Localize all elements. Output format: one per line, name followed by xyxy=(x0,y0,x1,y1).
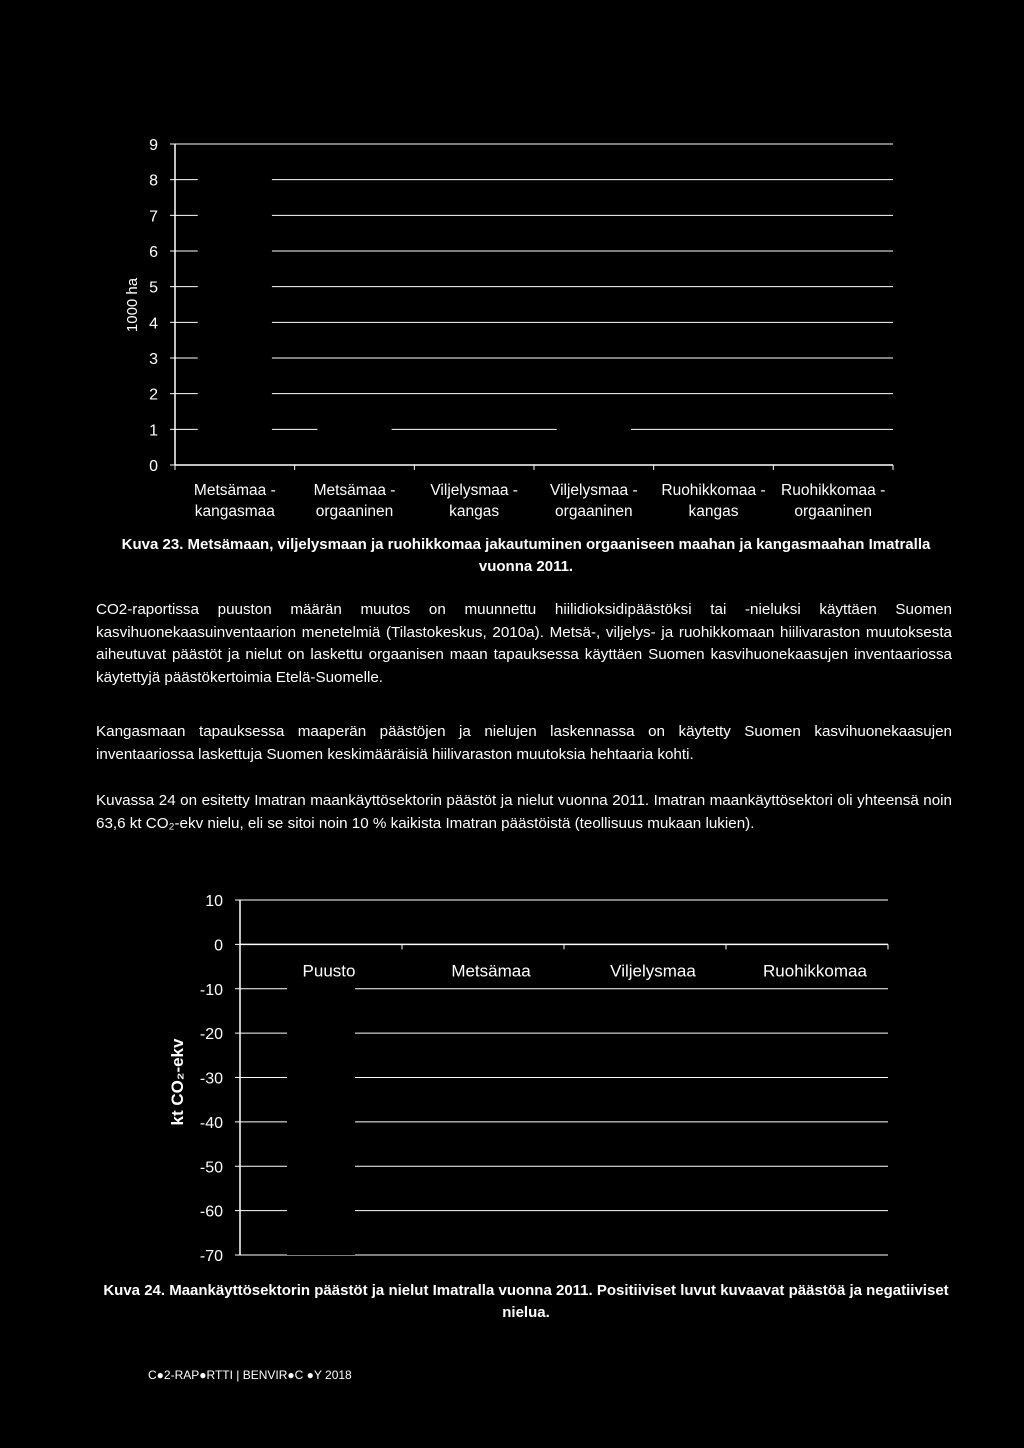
emissions-chart xyxy=(0,880,1024,1275)
x-tick-label: Ruohikkomaa xyxy=(763,961,867,981)
y-tick-label: 1 xyxy=(149,422,158,440)
figure-23-caption: Kuva 23. Metsämaan, viljelysmaan ja ruohikkomaa jakautuminen orgaaniseen maahan ja kangasmaahan Imatralla vuonna 2011. xyxy=(121,536,931,575)
x-tick-label: Metsämaa -orgaaninen xyxy=(313,482,396,520)
y-tick-label: -70 xyxy=(199,1248,223,1265)
y-tick-label: 4 xyxy=(149,315,158,333)
bar xyxy=(437,460,511,465)
paragraph-2: Kangasmaan tapauksessa maaperän päästöjen ja nielujen laskennassa on käytetty Suomen kasvihuonekaasujen inventaariossa laskettuja Suomen keskimääräisiä hiilivaraston muutoksia hehtaaria kohti. xyxy=(96,723,952,763)
y-tick-label: 3 xyxy=(149,351,158,368)
paragraph-1: CO2-raportissa puuston määrän muutos on muunnettu hiilidioksidipäästöksi tai -nieluksi käyttäen Suomen kasvihuonekaasuinventaarion menetelmiä (Tilastokeskus, 2010a). Metsä-, viljelys- ja ruohikkomaan hiilivaraston muutoksesta aiheutuvat päästöt ja nielut on laskettu orgaanisen maan tapauksessa käyttäen Suomen kasvihuonekaasujen inventaariossa käytettyjä päästökertoimia Etelä-Suomelle. xyxy=(96,601,952,686)
x-tick-label: Viljelysmaa -kangas xyxy=(430,482,518,520)
y-tick-label: 7 xyxy=(149,208,158,226)
figure-24-caption: Kuva 24. Maankäyttösektorin päästöt ja nielut Imatralla vuonna 2011. Positiiviset luvut kuvaavat päästöä ja negatiiviset nielua. xyxy=(103,1282,949,1321)
y-tick-label: 5 xyxy=(149,279,158,297)
y-tick-label: 0 xyxy=(149,458,158,475)
bar xyxy=(198,173,272,465)
bar xyxy=(317,426,391,465)
x-tick-label: Viljelysmaa xyxy=(610,961,696,981)
paragraph-3: Kuvassa 24 on esitetty Imatran maankäyttösektorin päästöt ja nielut vuonna 2011. Imatran maankäyttösektori oli yhteensä noin 63,6 kt CO₂-ekv nielu, eli se sitoi noin 10 % kaikista Imatran päästöistä (teollisuus mukaan lukien). xyxy=(96,792,952,832)
bar xyxy=(449,936,517,945)
y-axis-label: 1000 ha xyxy=(124,277,141,333)
bar xyxy=(611,936,679,945)
y-tick-label: 6 xyxy=(149,244,158,261)
y-tick-label: 0 xyxy=(214,937,223,955)
land-area-chart xyxy=(0,0,1024,530)
x-tick-label: Metsämaa xyxy=(451,961,531,981)
bar xyxy=(287,944,355,1255)
y-tick-label: -10 xyxy=(199,981,223,999)
x-tick-label: Ruohikkomaa -kangas xyxy=(661,482,766,520)
y-tick-label: -20 xyxy=(199,1026,223,1044)
y-tick-label: -30 xyxy=(199,1070,223,1088)
footer: C●2-RAP●RTTI | BENVIR●C ●Y 2018 xyxy=(148,1368,352,1382)
bar xyxy=(557,397,631,465)
x-tick-label: Metsämaa -kangasmaa xyxy=(193,482,276,520)
y-tick-label: 2 xyxy=(149,386,158,404)
y-tick-label: 8 xyxy=(149,172,158,190)
y-tick-label: -40 xyxy=(199,1114,223,1132)
x-tick-label: Ruohikkomaa -orgaaninen xyxy=(781,482,886,520)
y-tick-label: -60 xyxy=(199,1203,223,1221)
y-tick-label: 10 xyxy=(205,893,223,910)
y-tick-label: -50 xyxy=(199,1159,223,1177)
y-tick-label: 9 xyxy=(149,137,158,154)
x-tick-label: Viljelysmaa -orgaaninen xyxy=(550,482,638,520)
y-axis-label: kt CO₂-ekv xyxy=(168,1038,187,1126)
x-tick-label: Puusto xyxy=(302,961,356,981)
